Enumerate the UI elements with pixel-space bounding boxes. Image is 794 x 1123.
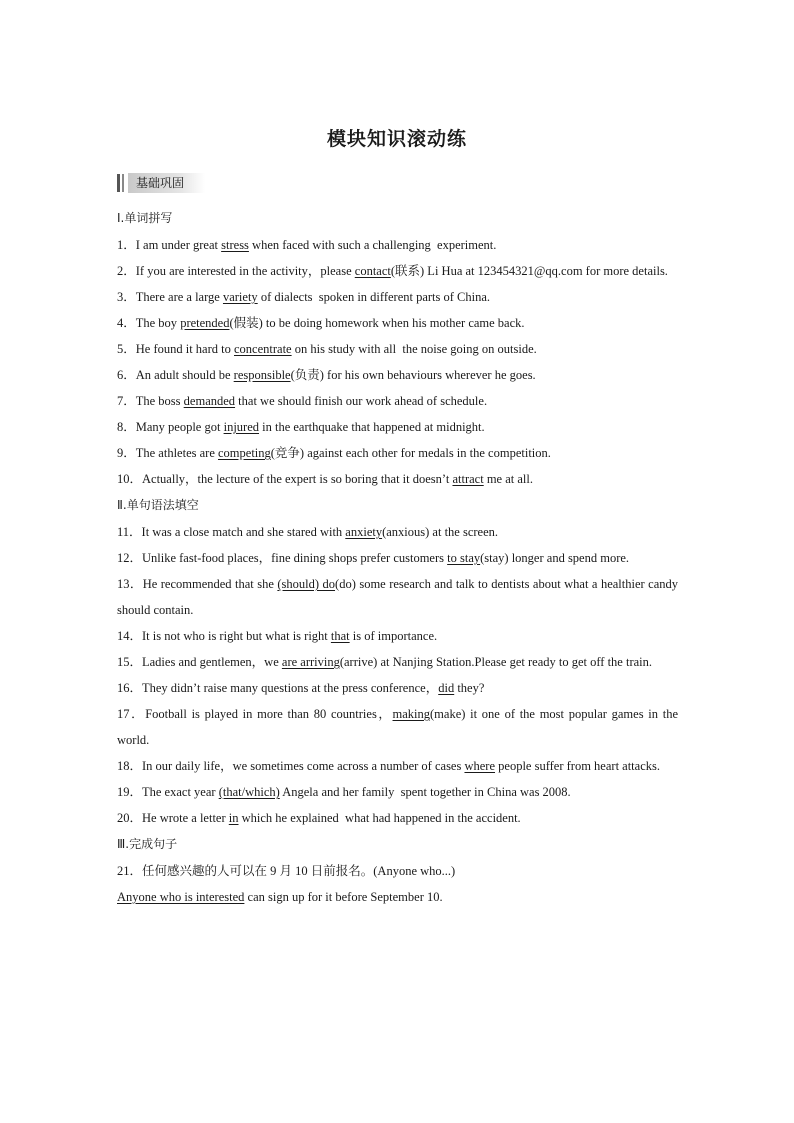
exercise-item-9: 9．The athletes are competing(竞争) against each other for medals in the competition. (117, 446, 551, 460)
answer: pretended (180, 316, 230, 330)
answer: anxiety (345, 525, 383, 539)
answer: are arriving (281, 655, 340, 669)
exercise-item-3: 3．There are a large variety of dialects spoken in different parts of China. (117, 290, 491, 304)
exercise-item-11: 11．It was a close match and she stared with anxiety(anxious) at the screen. (117, 525, 499, 539)
answer: (should) do (277, 577, 336, 591)
answer: making (392, 707, 431, 721)
exercise-item-16: 16．They didn’t raise many questions at the press conference，did they? (117, 681, 485, 695)
answer: (that/which) (218, 785, 280, 799)
answer: that (330, 629, 350, 643)
answer: in (228, 811, 239, 825)
section-tag (117, 173, 205, 193)
heading-word-spelling: Ⅰ.单词拼写 (117, 211, 173, 225)
answer: concentrate (234, 342, 292, 356)
exercise-item-15: 15．Ladies and gentlemen，we are arriving(arrive) at Nanjing Station.Please get ready to get off the train. (117, 655, 653, 669)
exercise-item-18: 18．In our daily life，we sometimes come across a number of cases where people suffer from heart attacks. (117, 759, 660, 773)
exercise-item-12: 12．Unlike fast-food places，fine dining shops prefer customers to stay(stay) longer and spend more. (117, 551, 630, 565)
tag-bar-icon (117, 174, 120, 192)
answer: injured (223, 420, 260, 434)
exercise-item-7: 7．The boss demanded that we should finish our work ahead of schedule. (117, 394, 488, 408)
answer: competing (218, 446, 271, 460)
exercise-item-21-question: 21．任何感兴趣的人可以在 9 月 10 日前报名。(Anyone who...) (117, 864, 456, 878)
exercise-item-21-answer: Anyone who is interested can sign up for it before September 10. (117, 890, 443, 904)
heading-grammar-fill: Ⅱ.单句语法填空 (117, 498, 199, 512)
exercise-item-4: 4．The boy pretended(假装) to be doing homework when his mother came back. (117, 316, 525, 330)
exercise-item-20: 20．He wrote a letter in which he explained what had happened in the accident. (117, 811, 521, 825)
answer: contact (354, 264, 391, 278)
exercise-item-2: 2．If you are interested in the activity，please contact(联系) Li Hua at 123454321@qq.com for more details. (117, 264, 668, 278)
answer: Anyone who is interested (117, 890, 245, 904)
tag-bar-thin-icon (122, 174, 124, 192)
answer: demanded (183, 394, 236, 408)
exercise-item-13: 13．He recommended that she (should) do(do) some research and talk to dentists about what a healthier candy should contain. (117, 577, 678, 617)
exercise-item-14: 14．It is not who is right but what is right that is of importance. (117, 629, 438, 643)
exercise-item-17: 17．Football is played in more than 80 countries，making(make) it one of the most popular games in the world. (117, 707, 678, 747)
answer: where (464, 759, 496, 773)
exercise-item-10: 10．Actually，the lecture of the expert is so boring that it doesn’t attract me at all. (117, 472, 533, 486)
exercise-item-19: 19．The exact year (that/which) Angela and her family spent together in China was 2008. (117, 785, 571, 799)
exercise-item-6: 6．An adult should be responsible(负责) for his own behaviours wherever he goes. (117, 368, 536, 382)
answer: did (438, 681, 455, 695)
answer: variety (222, 290, 258, 304)
answer: attract (452, 472, 484, 486)
exercise-item-8: 8．Many people got injured in the earthquake that happened at midnight. (117, 420, 485, 434)
exercise-content (117, 205, 678, 910)
answer: to stay (447, 551, 481, 565)
answer: stress (221, 238, 249, 252)
page-title: 模块知识滚动练 (326, 128, 467, 150)
exercise-item-5: 5．He found it hard to concentrate on his study with all the noise going on outside. (117, 342, 537, 356)
exercise-item-1: 1．I am under great stress when faced with such a challenging experiment. (117, 238, 497, 252)
answer: responsible (233, 368, 291, 382)
heading-complete-sentences: Ⅲ.完成句子 (117, 837, 178, 851)
section-tag-label: 基础巩固 (128, 173, 205, 193)
